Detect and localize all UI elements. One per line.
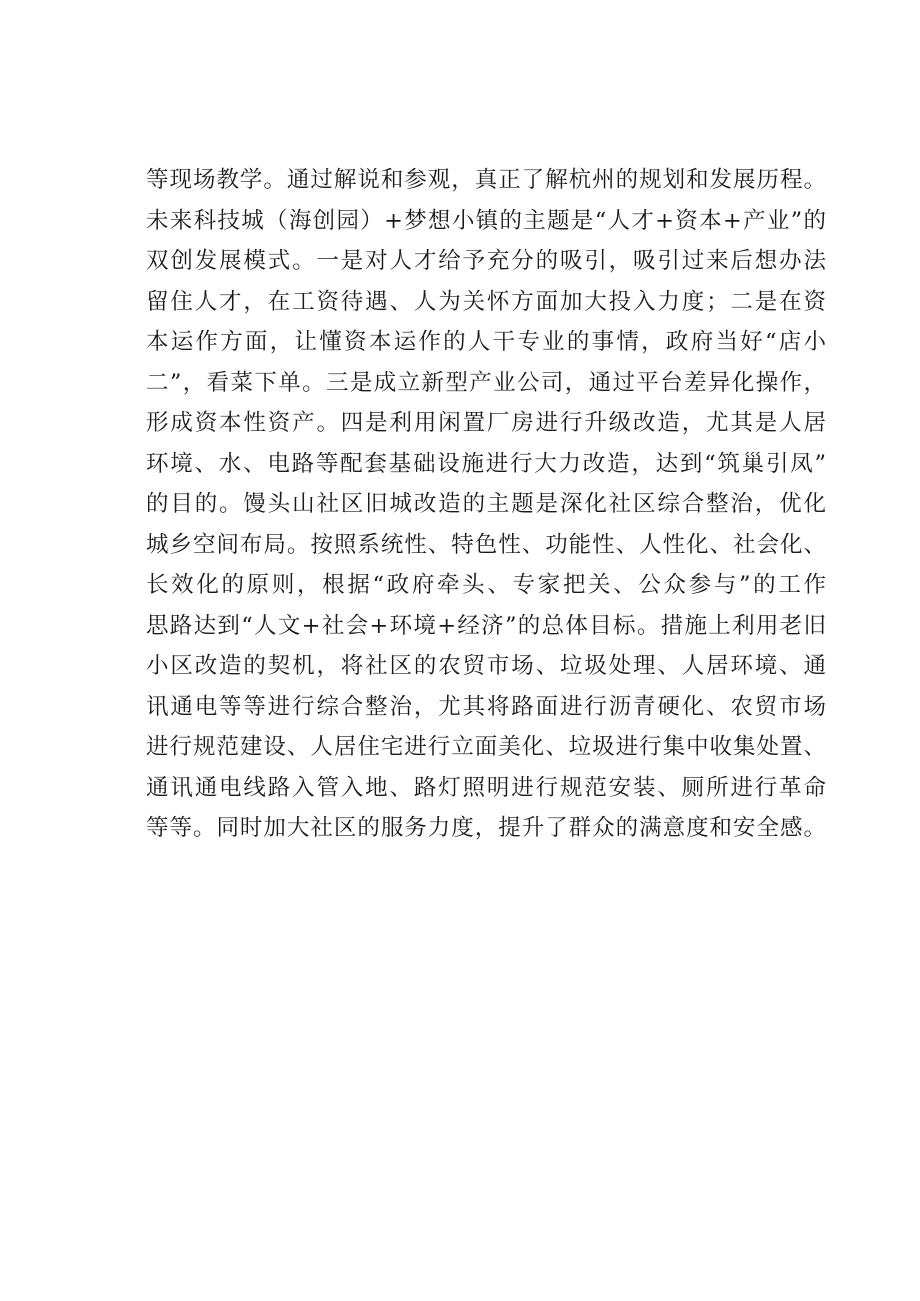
- text-line: 小区改造的契机，将社区的农贸市场、垃圾处理、人居环境、通: [146, 653, 826, 679]
- text-line: 二”，看菜下单。三是成立新型产业公司，通过平台差异化操作，: [146, 369, 826, 396]
- body-paragraph: [146, 160, 826, 849]
- text-line: 通讯通电线路入管入地、路灯照明进行规范安装、厕所进行革命: [146, 774, 826, 801]
- text-line: 环境、水、电路等配套基础设施进行大力改造，达到“筑巢引凤”: [146, 450, 826, 477]
- text-line: 的目的。馒头山社区旧城改造的主题是深化社区综合整治，优化: [146, 491, 826, 517]
- text-line: 等现场教学。通过解说和参观，真正了解杭州的规划和发展历程。: [146, 167, 826, 193]
- text-line: 进行规范建设、人居住宅进行立面美化、垃圾进行集中收集处置、: [146, 734, 826, 760]
- text-line: 形成资本性资产。四是利用闲置厂房进行升级改造，尤其是人居: [146, 410, 826, 436]
- text-line: 双创发展模式。一是对人才给予充分的吸引，吸引过来后想办法: [146, 248, 826, 274]
- text-line: 讯通电等等进行综合整治，尤其将路面进行沥青硬化、农贸市场: [146, 693, 826, 720]
- text-line: 留住人才，在工资待遇、人为关怀方面加大投入力度；二是在资: [146, 288, 826, 315]
- text-line: 等等。同时加大社区的服务力度，提升了群众的满意度和安全感。: [146, 815, 826, 841]
- text-line: 本运作方面，让懂资本运作的人干专业的事情，政府当好“店小: [146, 329, 826, 355]
- text-line: 未来科技城（海创园）+梦想小镇的主题是“人才+资本+产业”的: [146, 207, 826, 234]
- text-line: 城乡空间布局。按照系统性、特色性、功能性、人性化、社会化、: [146, 531, 826, 558]
- text-line: 思路达到“人文+社会+环境+经济”的总体目标。措施上利用老旧: [146, 612, 826, 639]
- text-line: 长效化的原则，根据“政府牵头、专家把关、公众参与”的工作: [146, 572, 826, 598]
